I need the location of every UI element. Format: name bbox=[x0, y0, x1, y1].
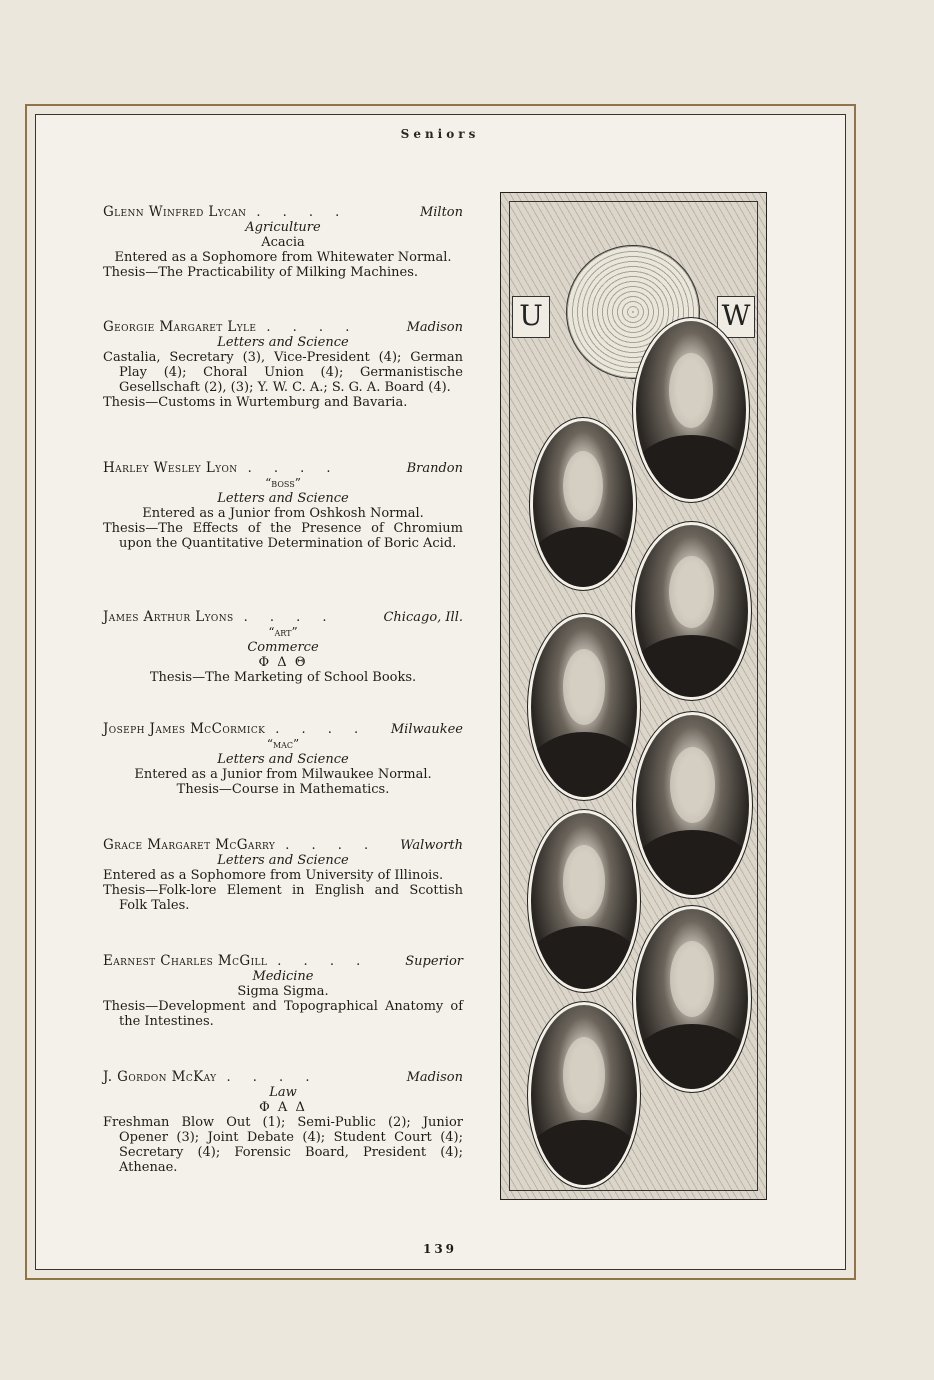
portrait-photo bbox=[528, 1002, 640, 1188]
senior-name: Glenn Winfred Lycan bbox=[103, 204, 247, 220]
entry-detail-line: Thesis—The Effects of the Presence of Chromium upon the Quantitative Determination of Boric Acid. bbox=[103, 521, 463, 551]
panel-letter-left: U bbox=[512, 296, 550, 338]
leader-dots: . . . . bbox=[266, 320, 359, 335]
portrait-photo bbox=[633, 712, 752, 898]
senior-name: Earnest Charles McGill bbox=[103, 953, 268, 969]
hometown: Walworth bbox=[400, 838, 463, 853]
portrait-photo bbox=[528, 810, 640, 992]
senior-name: Harley Wesley Lyon bbox=[103, 460, 238, 476]
portrait-photo bbox=[632, 522, 751, 700]
running-head: Seniors bbox=[400, 127, 480, 141]
hometown: Milwaukee bbox=[390, 722, 463, 737]
senior-name: James Arthur Lyons bbox=[103, 609, 234, 625]
panel-letter-right: W bbox=[717, 296, 755, 338]
senior-name: Grace Margaret McGarry bbox=[103, 837, 276, 853]
leader-dots: . . . . bbox=[277, 954, 370, 969]
portrait-photo bbox=[530, 418, 636, 590]
leader-dots: . . . . bbox=[247, 461, 340, 476]
senior-entry bbox=[103, 722, 463, 797]
hometown: Chicago, Ill. bbox=[383, 610, 463, 625]
entry-detail-line: Entered as a Sophomore from University of Illinois. bbox=[103, 868, 444, 883]
entry-heading bbox=[103, 461, 463, 476]
entry-detail-line: Thesis—Folk-lore Element in English and Scottish Folk Tales. bbox=[103, 883, 463, 913]
entry-heading bbox=[103, 1070, 463, 1085]
senior-name: Georgie Margaret Lyle bbox=[103, 319, 257, 335]
senior-entry bbox=[103, 205, 463, 280]
entry-detail-line: Commerce bbox=[247, 640, 319, 655]
hometown: Superior bbox=[405, 954, 463, 969]
senior-name: Joseph James McCormick bbox=[103, 721, 266, 737]
entry-detail-line: Law bbox=[269, 1085, 297, 1100]
hometown: Madison bbox=[406, 320, 463, 335]
entry-detail-line: Φ Α Δ bbox=[259, 1100, 307, 1115]
entry-detail-line: Agriculture bbox=[245, 220, 321, 235]
entry-heading bbox=[103, 838, 463, 853]
senior-entry bbox=[103, 838, 463, 913]
entry-detail-line: Medicine bbox=[252, 969, 314, 984]
entry-detail-line: “art” bbox=[268, 625, 298, 639]
entry-detail-line: Thesis—Development and Topographical Anatomy of the Intestines. bbox=[103, 999, 463, 1029]
leader-dots: . . . . bbox=[256, 205, 349, 220]
entry-detail-line: Sigma Sigma. bbox=[237, 984, 329, 999]
entry-heading bbox=[103, 205, 463, 220]
entry-heading bbox=[103, 320, 463, 335]
entry-detail-line: Castalia, Secretary (3), Vice-President (4); German Play (4); Choral Union (4); Germanistische Gesellschaft (2), (3); Y. W. C. A.; S. G. A. Board (4). bbox=[103, 350, 463, 395]
entry-heading bbox=[103, 722, 463, 737]
portrait-photo bbox=[633, 906, 751, 1092]
senior-entry bbox=[103, 461, 463, 551]
entry-detail-line: Thesis—Course in Mathematics. bbox=[176, 782, 390, 797]
hometown: Brandon bbox=[406, 461, 463, 476]
entry-detail-line: “boss” bbox=[265, 476, 301, 490]
entry-detail-line: Thesis—The Marketing of School Books. bbox=[149, 670, 417, 685]
page-number: 139 bbox=[422, 1242, 458, 1256]
entry-detail-line: Acacia bbox=[261, 235, 305, 250]
senior-entry bbox=[103, 1070, 463, 1175]
entry-detail-line: Thesis—Customs in Wurtemburg and Bavaria. bbox=[103, 395, 408, 410]
entry-detail-line: Freshman Blow Out (1); Semi-Public (2); Junior Opener (3); Joint Debate (4); Student Court (4); Secretary (4); Forensic Board, President (4); Athenae. bbox=[103, 1115, 463, 1175]
entry-detail-line: Thesis—The Practicability of Milking Machines. bbox=[103, 265, 419, 280]
portrait-photo bbox=[633, 318, 749, 502]
senior-name: J. Gordon McKay bbox=[103, 1069, 217, 1085]
senior-entry bbox=[103, 954, 463, 1029]
leader-dots: . . . . bbox=[285, 838, 378, 853]
entry-detail-line: Letters and Science bbox=[217, 752, 349, 767]
hometown: Milton bbox=[419, 205, 463, 220]
portrait-photo bbox=[528, 614, 640, 800]
entry-heading bbox=[103, 610, 463, 625]
senior-entry bbox=[103, 610, 463, 685]
leader-dots: . . . . bbox=[226, 1070, 319, 1085]
entry-detail-line: Entered as a Junior from Milwaukee Normal. bbox=[134, 767, 432, 782]
senior-entry bbox=[103, 320, 463, 410]
entry-detail-line: “mac” bbox=[266, 737, 300, 751]
hometown: Madison bbox=[406, 1070, 463, 1085]
entry-detail-line: Letters and Science bbox=[217, 491, 349, 506]
entry-detail-line: Φ Δ Θ bbox=[258, 655, 308, 670]
entry-detail-line: Letters and Science bbox=[217, 335, 349, 350]
leader-dots: . . . . bbox=[275, 722, 368, 737]
entry-detail-line: Letters and Science bbox=[217, 853, 349, 868]
leader-dots: . . . . bbox=[243, 610, 336, 625]
entry-heading bbox=[103, 954, 463, 969]
entry-detail-line: Entered as a Junior from Oshkosh Normal. bbox=[142, 506, 424, 521]
entry-detail-line: Entered as a Sophomore from Whitewater Normal. bbox=[114, 250, 452, 265]
